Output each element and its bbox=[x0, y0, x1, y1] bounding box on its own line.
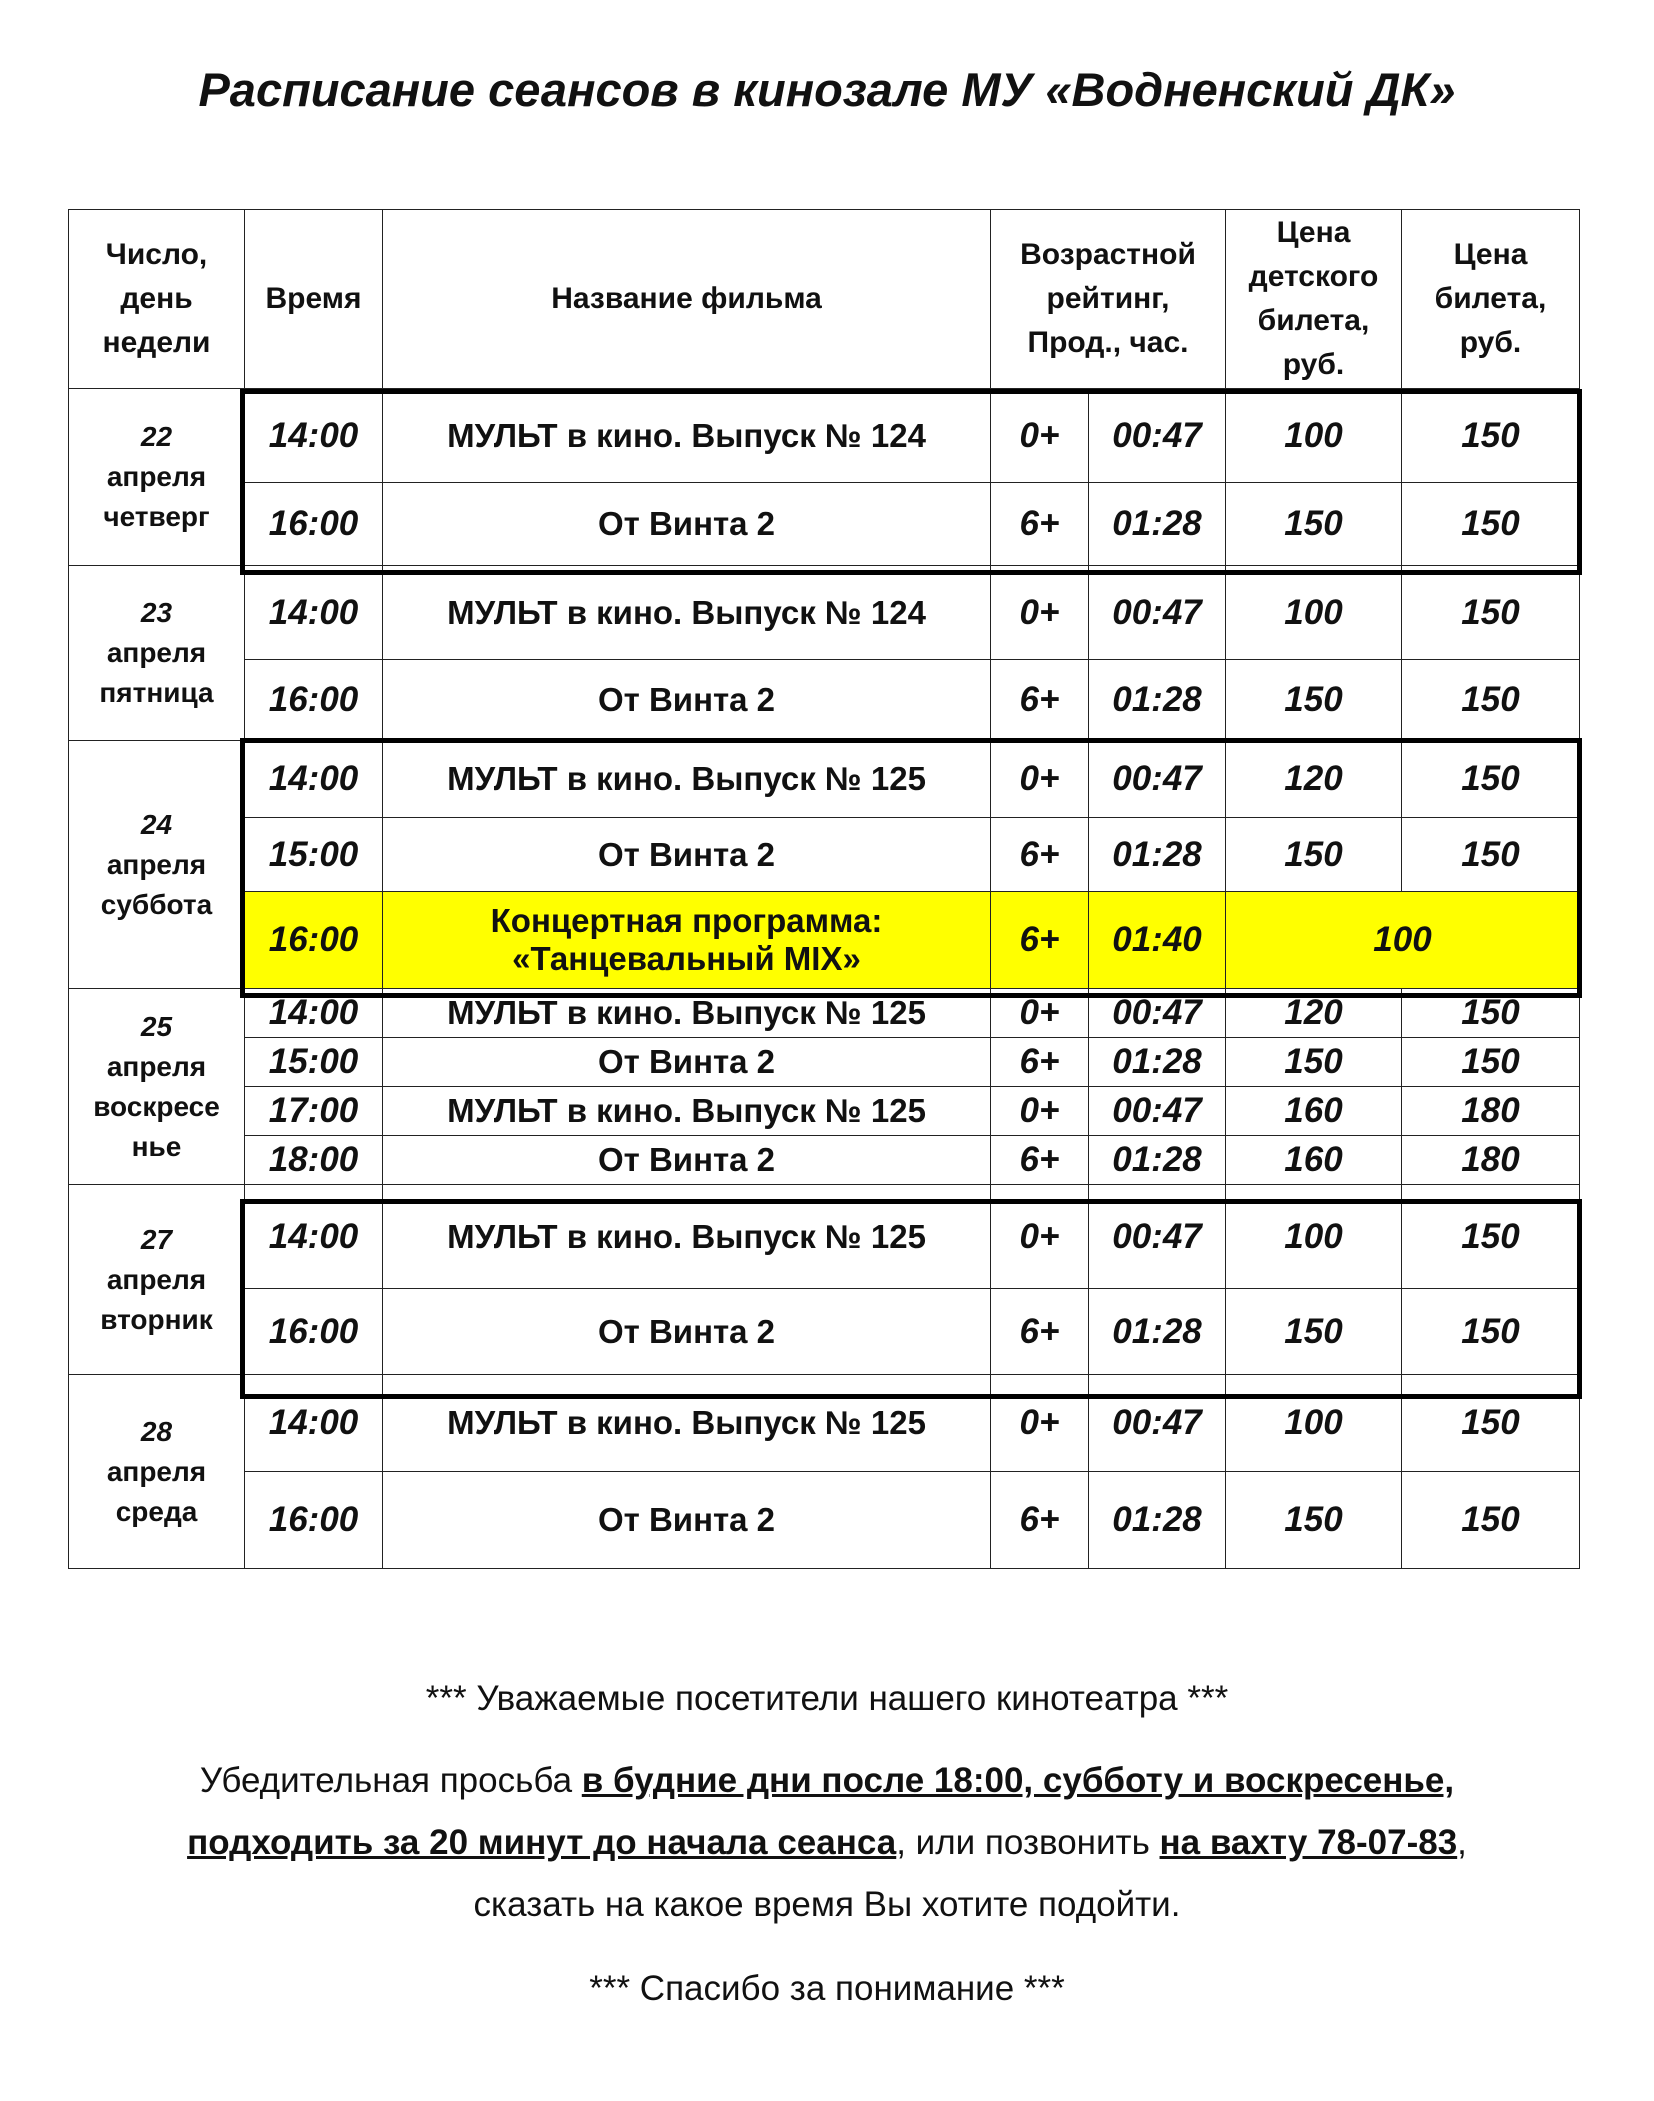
age-rating: 6+ bbox=[991, 483, 1089, 566]
duration: 00:47 bbox=[1089, 1185, 1226, 1289]
session-time: 14:00 bbox=[245, 389, 383, 483]
table-row bbox=[69, 818, 1580, 892]
header-child-price: Цена детского билета, руб. bbox=[1226, 210, 1402, 389]
table-row bbox=[69, 660, 1580, 741]
day-cell: 25 апреля воскресе нье bbox=[69, 989, 245, 1185]
table-row bbox=[69, 741, 1580, 818]
ticket-price: 150 bbox=[1402, 1375, 1580, 1472]
film-title: МУЛЬТ в кино. Выпуск № 125 bbox=[383, 1087, 991, 1136]
duration: 01:28 bbox=[1089, 660, 1226, 741]
duration: 00:47 bbox=[1089, 989, 1226, 1038]
duration: 00:47 bbox=[1089, 1087, 1226, 1136]
film-title: МУЛЬТ в кино. Выпуск № 125 bbox=[383, 1185, 991, 1289]
duration: 01:28 bbox=[1089, 1472, 1226, 1569]
child-price: 150 bbox=[1226, 818, 1402, 892]
age-rating: 0+ bbox=[991, 989, 1089, 1038]
child-price: 100 bbox=[1226, 1375, 1402, 1472]
duration: 01:28 bbox=[1089, 1038, 1226, 1087]
child-price: 150 bbox=[1226, 1038, 1402, 1087]
age-rating: 0+ bbox=[991, 741, 1089, 818]
table-row bbox=[69, 389, 1580, 483]
film-title: От Винта 2 bbox=[383, 660, 991, 741]
ticket-price: 150 bbox=[1402, 989, 1580, 1038]
session-time: 15:00 bbox=[245, 818, 383, 892]
age-rating: 6+ bbox=[991, 892, 1089, 989]
duration: 01:28 bbox=[1089, 818, 1226, 892]
child-price: 100 bbox=[1226, 566, 1402, 660]
day-cell: 27 апреля вторник bbox=[69, 1185, 245, 1375]
film-title: От Винта 2 bbox=[383, 818, 991, 892]
session-time: 14:00 bbox=[245, 741, 383, 818]
session-time: 15:00 bbox=[245, 1038, 383, 1087]
day-cell: 24 апреля суббота bbox=[69, 741, 245, 989]
child-price: 100 bbox=[1226, 389, 1402, 483]
duration: 01:28 bbox=[1089, 483, 1226, 566]
duration: 01:40 bbox=[1089, 892, 1226, 989]
film-title: Концертная программа: «Танцевальный MIX» bbox=[383, 892, 991, 989]
header-day: Число, день недели bbox=[69, 210, 245, 389]
duration: 01:28 bbox=[1089, 1136, 1226, 1185]
film-title: МУЛЬТ в кино. Выпуск № 125 bbox=[383, 1375, 991, 1472]
age-rating: 0+ bbox=[991, 1185, 1089, 1289]
age-rating: 0+ bbox=[991, 1087, 1089, 1136]
ticket-price: 150 bbox=[1402, 389, 1580, 483]
child-price: 150 bbox=[1226, 1472, 1402, 1569]
age-rating: 0+ bbox=[991, 566, 1089, 660]
day-cell: 28 апреля среда bbox=[69, 1375, 245, 1569]
duration: 00:47 bbox=[1089, 741, 1226, 818]
ticket-price: 180 bbox=[1402, 1087, 1580, 1136]
child-price: 160 bbox=[1226, 1087, 1402, 1136]
film-title: От Винта 2 bbox=[383, 1136, 991, 1185]
age-rating: 6+ bbox=[991, 818, 1089, 892]
header-price: Цена билета, руб. bbox=[1402, 210, 1580, 389]
child-price: 150 bbox=[1226, 660, 1402, 741]
child-price: 120 bbox=[1226, 989, 1402, 1038]
session-time: 14:00 bbox=[245, 1375, 383, 1472]
session-time: 14:00 bbox=[245, 989, 383, 1038]
film-title: МУЛЬТ в кино. Выпуск № 124 bbox=[383, 566, 991, 660]
duration: 00:47 bbox=[1089, 389, 1226, 483]
single-price: 100 bbox=[1226, 892, 1580, 989]
day-cell: 22 апреля четверг bbox=[69, 389, 245, 566]
age-rating: 6+ bbox=[991, 1038, 1089, 1087]
table-row bbox=[69, 1136, 1580, 1185]
ticket-price: 180 bbox=[1402, 1136, 1580, 1185]
table-row bbox=[69, 1289, 1580, 1375]
age-rating: 6+ bbox=[991, 1472, 1089, 1569]
header-film: Название фильма bbox=[383, 210, 991, 389]
ticket-price: 150 bbox=[1402, 1038, 1580, 1087]
ticket-price: 150 bbox=[1402, 566, 1580, 660]
header-row bbox=[69, 210, 1580, 389]
day-cell: 23 апреля пятница bbox=[69, 566, 245, 741]
age-rating: 0+ bbox=[991, 389, 1089, 483]
ticket-price: 150 bbox=[1402, 1289, 1580, 1375]
film-title: МУЛЬТ в кино. Выпуск № 124 bbox=[383, 389, 991, 483]
table-row bbox=[69, 566, 1580, 660]
table-row bbox=[69, 1185, 1580, 1289]
ticket-price: 150 bbox=[1402, 1185, 1580, 1289]
age-rating: 6+ bbox=[991, 1289, 1089, 1375]
table-row bbox=[69, 1087, 1580, 1136]
age-rating: 0+ bbox=[991, 1375, 1089, 1472]
session-time: 16:00 bbox=[245, 660, 383, 741]
table-row bbox=[69, 989, 1580, 1038]
ticket-price: 150 bbox=[1402, 660, 1580, 741]
session-time: 16:00 bbox=[245, 892, 383, 989]
session-time: 14:00 bbox=[245, 1185, 383, 1289]
session-time: 16:00 bbox=[245, 1472, 383, 1569]
film-title: От Винта 2 bbox=[383, 1472, 991, 1569]
film-title: МУЛЬТ в кино. Выпуск № 125 bbox=[383, 741, 991, 818]
child-price: 160 bbox=[1226, 1136, 1402, 1185]
table-row bbox=[69, 1038, 1580, 1087]
notice-heading: *** Уважаемые посетители нашего кинотеатра *** bbox=[425, 1679, 1229, 1718]
session-time: 16:00 bbox=[245, 1289, 383, 1375]
child-price: 120 bbox=[1226, 741, 1402, 818]
schedule-table bbox=[68, 209, 1580, 1569]
age-rating: 6+ bbox=[991, 1136, 1089, 1185]
page-title: Расписание сеансов в кинозале МУ «Водненский ДК» bbox=[198, 63, 1456, 116]
notice-text: Убедительная просьба в будние дни после 18:00, субботу и воскресенье, подходить за 20 минут до начала сеанса, или позвонить на вахту 78-07-83, сказать на какое время Вы хотите подойти. bbox=[187, 1761, 1467, 1924]
ticket-price: 150 bbox=[1402, 741, 1580, 818]
duration: 00:47 bbox=[1089, 1375, 1226, 1472]
child-price: 150 bbox=[1226, 483, 1402, 566]
film-title: От Винта 2 bbox=[383, 1289, 991, 1375]
header-time: Время bbox=[245, 210, 383, 389]
age-rating: 6+ bbox=[991, 660, 1089, 741]
ticket-price: 150 bbox=[1402, 483, 1580, 566]
duration: 01:28 bbox=[1089, 1289, 1226, 1375]
session-time: 18:00 bbox=[245, 1136, 383, 1185]
session-time: 17:00 bbox=[245, 1087, 383, 1136]
ticket-price: 150 bbox=[1402, 1472, 1580, 1569]
table-row bbox=[69, 483, 1580, 566]
table-row-highlight bbox=[69, 892, 1580, 989]
child-price: 150 bbox=[1226, 1289, 1402, 1375]
session-time: 14:00 bbox=[245, 566, 383, 660]
child-price: 100 bbox=[1226, 1185, 1402, 1289]
film-title: От Винта 2 bbox=[383, 1038, 991, 1087]
duration: 00:47 bbox=[1089, 566, 1226, 660]
notice-thanks: *** Спасибо за понимание *** bbox=[589, 1969, 1065, 2008]
film-title: МУЛЬТ в кино. Выпуск № 125 bbox=[383, 989, 991, 1038]
table-row bbox=[69, 1375, 1580, 1472]
notice-block bbox=[0, 1668, 1654, 2020]
session-time: 16:00 bbox=[245, 483, 383, 566]
header-rating: Возрастной рейтинг, Прод., час. bbox=[991, 210, 1226, 389]
table-row bbox=[69, 1472, 1580, 1569]
ticket-price: 150 bbox=[1402, 818, 1580, 892]
film-title: От Винта 2 bbox=[383, 483, 991, 566]
